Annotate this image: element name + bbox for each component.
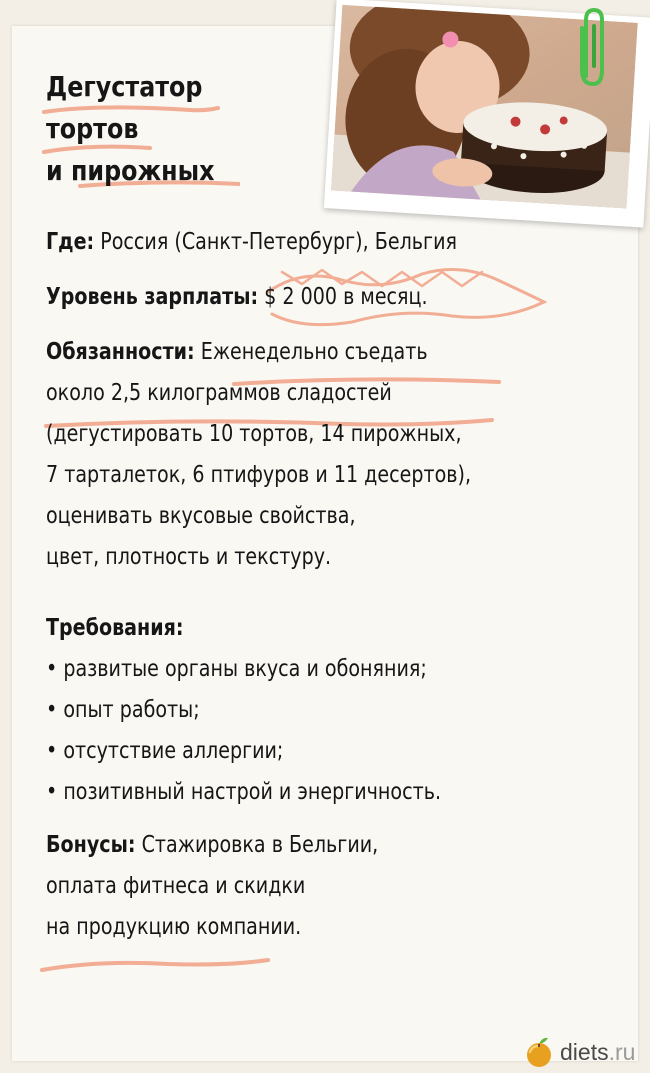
duties-row [46,332,561,373]
requirement-item: • отсутствие аллергии; [46,738,284,764]
bonuses-line: Стажировка в Бельгии, [141,832,379,858]
requirements-label: Требования: [46,615,184,641]
logo-name: diets [560,1038,609,1065]
title-line-3: и пирожных [46,154,215,187]
bonuses-line: оплата фитнеса и скидки [46,873,306,899]
duties-line: около 2,5 килограммов сладостей [46,380,392,406]
duties-line: (дегустировать 10 тортов, 14 пирожных, [46,421,462,447]
bonuses-line: на продукцию компании. [46,914,302,940]
requirement-item: • позитивный настрой и энергичность. [46,779,442,805]
title-line-2: тортов [46,112,139,145]
salary-value: $ 2 000 в месяц. [264,284,428,310]
paperclip-icon [576,6,610,90]
salary-label: Уровень зарплаты: [46,284,259,310]
title-line-1: Дегустатор [46,70,203,103]
duties-label: Обязанности: [46,339,195,365]
where-label: Где: [46,229,95,255]
bonuses-row [46,825,561,866]
job-description [46,222,561,948]
bonuses-label: Бонусы: [46,832,136,858]
diets-logo[interactable] [524,1032,635,1072]
where-value: Россия (Санкт-Петербург), Бельгия [100,229,457,255]
duties-line: оценивать вкусовые свойства, [46,503,356,529]
fruit-icon [524,1036,554,1068]
logo-text [560,1039,635,1066]
logo-tld: .ru [608,1038,636,1065]
salary-row [46,277,561,318]
page-title [46,66,214,192]
where-row [46,222,561,263]
duties-line: 7 тарталеток, 6 птифуров и 11 десертов), [46,462,472,488]
duties-line: Еженедельно съедать [200,339,428,365]
requirement-item: • развитые органы вкуса и обоняния; [46,656,427,682]
duties-line: цвет, плотность и текстуру. [46,544,332,570]
requirement-item: • опыт работы; [46,697,200,723]
